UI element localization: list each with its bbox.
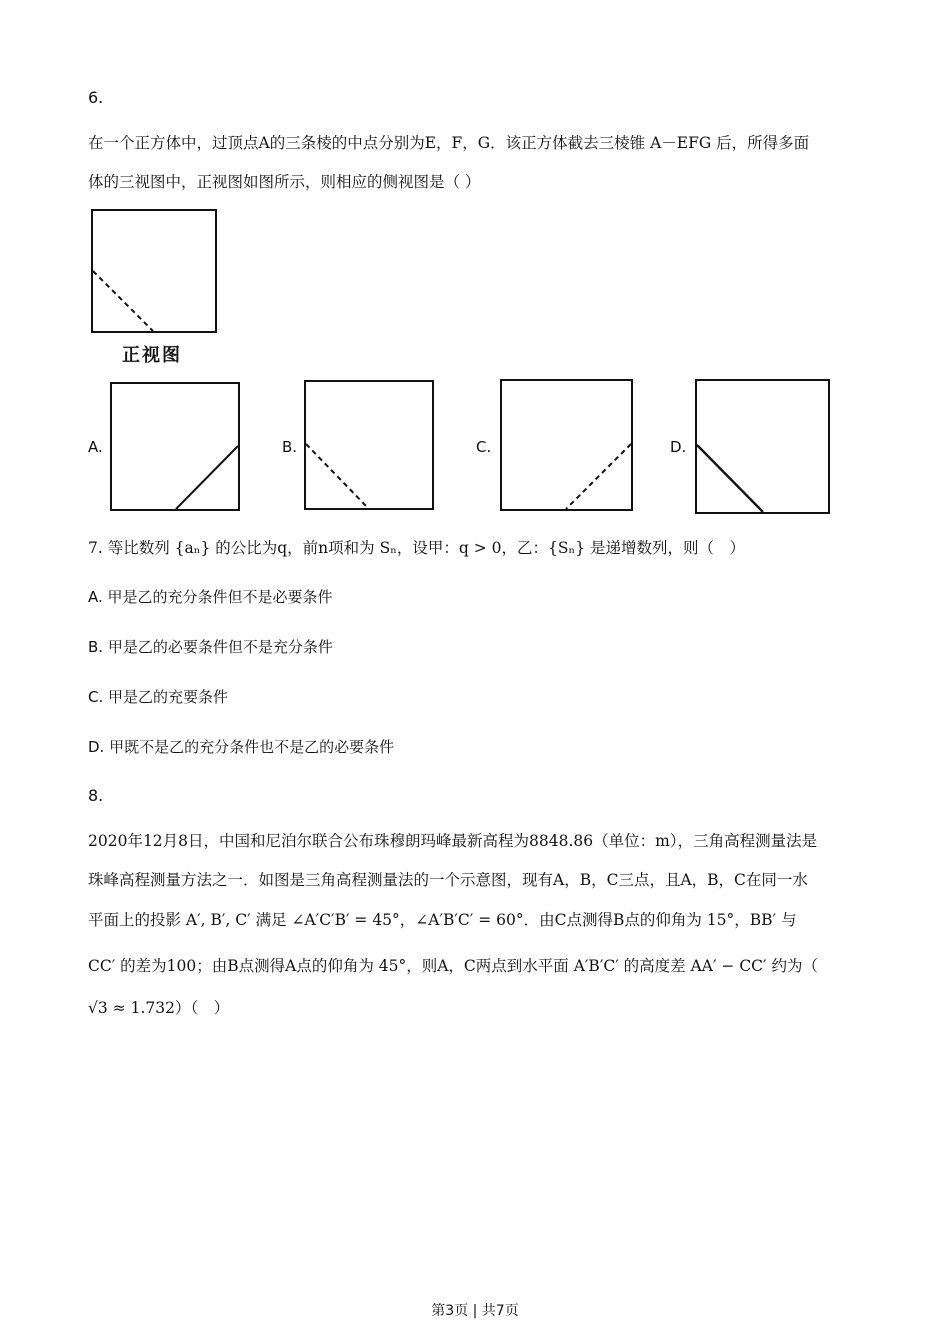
option-d-figure xyxy=(696,380,829,513)
front-view-dashed-edge xyxy=(93,271,153,331)
q8-stem-line4: CC′ 的差为100；由B点测得A点的仰角为 45°，则A，C两点到水平面 A′B′C′ 的高度差 AA′ − CC′ 约为（ xyxy=(88,957,818,975)
option-a-label: A. xyxy=(88,438,103,456)
q7-stem: 7. 等比数列 {aₙ} 的公比为q，前n项和为 Sₙ，设甲：q > 0，乙：{Sₙ} 是递增数列，则（ ） xyxy=(88,539,745,557)
front-view-square xyxy=(92,210,216,332)
q7-option-a: A. 甲是乙的充分条件但不是必要条件 xyxy=(88,588,333,606)
option-b-figure xyxy=(305,381,433,509)
option-d-label: D. xyxy=(670,438,687,456)
option-b-label: B. xyxy=(282,438,298,456)
q6-stem-line1: 在一个正方体中，过顶点A的三条棱的中点分别为E，F，G．该正方体截去三棱锥 A－EFG 后，所得多面 xyxy=(88,134,810,152)
q8-number: 8. xyxy=(88,786,104,805)
q8-stem-line1: 2020年12月8日，中国和尼泊尔联合公布珠穆朗玛峰最新高程为8848.86（单位：m），三角高程测量法是 xyxy=(88,832,818,850)
q6-stem-line2: 体的三视图中，正视图如图所示，则相应的侧视图是（ ） xyxy=(88,173,481,191)
q7-option-c: C. 甲是乙的充要条件 xyxy=(88,688,229,706)
q7-option-b: B. 甲是乙的必要条件但不是充分条件 xyxy=(88,638,333,656)
option-a-figure xyxy=(111,383,239,510)
front-view-caption: 正视图 xyxy=(122,345,182,366)
page-footer: 第3页 | 共7页 xyxy=(431,1303,519,1319)
q6-number: 6. xyxy=(88,88,104,107)
q8-stem-line3: 平面上的投影 A′, B′, C′ 满足 ∠A′C′B′ = 45°，∠A′B′C′ = 60°．由C点测得B点的仰角为 15°，BB′ 与 xyxy=(88,911,797,929)
q8-stem-line2: 珠峰高程测量方法之一．如图是三角高程测量法的一个示意图，现有A，B，C三点，且A，B，C在同一水 xyxy=(88,871,808,889)
q7-option-d: D. 甲既不是乙的充分条件也不是乙的必要条件 xyxy=(88,738,395,756)
q8-stem-line5: √3 ≈ 1.732）（ ） xyxy=(88,999,230,1017)
option-c-label: C. xyxy=(476,438,492,456)
option-c-figure xyxy=(501,380,632,510)
